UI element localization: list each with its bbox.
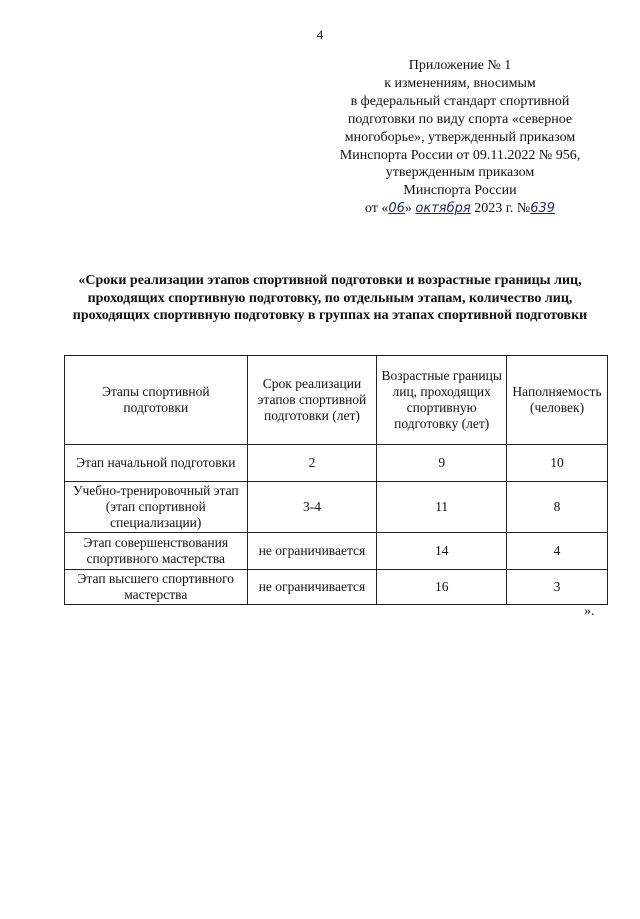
document-title: «Сроки реализации этапов спортивной подготовки и возрастные границы лиц, проходящих спортивную подготовку, по отдельным этапам, количество лиц, проходящих спортивную подготовку в группах на этапах спортивной подготовки <box>72 273 588 323</box>
handwritten-order-number: 639 <box>530 201 556 217</box>
cell-duration: 3-4 <box>247 482 377 533</box>
cell-size: 4 <box>507 533 608 570</box>
cell-age: 11 <box>377 482 507 533</box>
table-row <box>65 445 608 482</box>
cell-duration: 2 <box>247 445 377 482</box>
cell-stage: Этап совершенствования спортивного мастерства <box>65 533 248 570</box>
annex-line: подготовки по виду спорта «северное <box>347 111 573 127</box>
date-year: 2023 г. № <box>474 201 531 217</box>
cell-size: 3 <box>507 570 608 605</box>
handwritten-day: 06 <box>388 201 405 217</box>
table-row <box>65 482 608 533</box>
annex-line: в федеральный стандарт спортивной <box>350 93 570 109</box>
cell-duration: не ограничивается <box>247 570 377 605</box>
date-prefix: от « <box>364 201 389 217</box>
table-row <box>65 570 608 605</box>
cell-stage: Учебно-тренировочный этап (этап спортивной специализации) <box>65 482 248 533</box>
stages-table <box>64 355 608 605</box>
annex-line: Минспорта России от 09.11.2022 № 956, <box>339 147 581 163</box>
cell-duration: не ограничивается <box>247 533 377 570</box>
header-stages: Этапы спортивной подготовки <box>65 356 248 445</box>
cell-stage: Этап высшего спортивного мастерства <box>65 570 248 605</box>
closing-quote: ». <box>584 604 595 619</box>
cell-age: 16 <box>377 570 507 605</box>
page-number: 4 <box>316 27 324 42</box>
handwritten-month: октября <box>415 201 471 217</box>
cell-size: 8 <box>507 482 608 533</box>
date-mid: » <box>404 201 412 217</box>
cell-age: 9 <box>377 445 507 482</box>
cell-stage: Этап начальной подготовки <box>65 445 248 482</box>
annex-title: Приложение № 1 <box>408 58 512 73</box>
cell-age: 14 <box>377 533 507 570</box>
annex-line: утвержденным приказом <box>385 165 535 181</box>
cell-size: 10 <box>507 445 608 482</box>
table-row <box>65 533 608 570</box>
annex-line: многоборье», утвержденный приказом <box>344 129 576 145</box>
annex-header <box>300 57 620 218</box>
header-age-limits: Возрастные границы лиц, проходящих спортивную подготовку (лет) <box>377 356 507 445</box>
table-header-row <box>65 356 608 445</box>
annex-line: Минспорта России <box>403 183 517 199</box>
order-date-line <box>300 200 620 218</box>
annex-line: к изменениям, вносимым <box>384 75 536 91</box>
header-duration: Срок реализации этапов спортивной подготовки (лет) <box>247 356 377 445</box>
header-group-size: Наполняемость (человек) <box>507 356 608 445</box>
